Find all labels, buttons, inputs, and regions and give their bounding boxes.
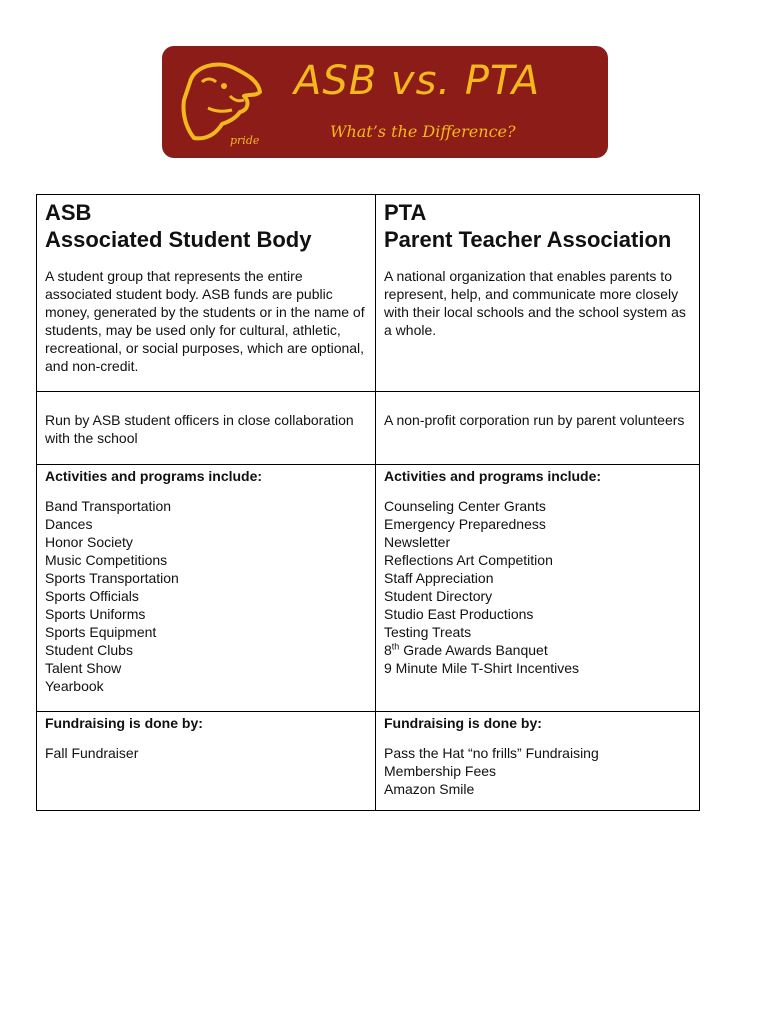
cougar-logo-icon (172, 52, 272, 152)
pta-header-cell (376, 195, 699, 391)
list-item: Emergency Preparedness (384, 516, 546, 532)
asb-fundraising-heading: Fundraising is done by: (45, 715, 203, 731)
list-item: Sports Transportation (45, 570, 179, 586)
pta-activities-list (384, 497, 691, 677)
asb-activities-heading: Activities and programs include: (45, 468, 263, 484)
list-item: Student Directory (384, 588, 493, 604)
asb-name: Associated Student Body (45, 227, 312, 252)
list-item: Newsletter (384, 534, 451, 550)
list-item: Sports Officials (45, 588, 139, 604)
asb-activities-cell (37, 465, 376, 711)
list-item-awards (384, 641, 691, 659)
asb-description: A student group that represents the entire associated student body. ASB funds are public money, generated by the students or in the name of students, may be used only for cultural, athletic, recreational, or social purposes, which are optional, and non-credit. (45, 268, 365, 374)
list-item: Pass the Hat “no frills” Fundraising (384, 745, 599, 761)
list-item: Sports Uniforms (45, 606, 146, 622)
list-item: Sports Equipment (45, 624, 157, 640)
pta-activities-cell (376, 465, 699, 711)
pta-description: A national organization that enables parents to represent, help, and communicate more closely with their local schools and the school system as a whole. (384, 268, 686, 338)
pta-name: Parent Teacher Association (384, 227, 672, 252)
asb-header-cell (37, 195, 376, 391)
list-item: Testing Treats (384, 624, 472, 640)
list-item: Fall Fundraiser (45, 745, 139, 761)
pta-activities-heading: Activities and programs include: (384, 468, 602, 484)
pta-fundraising-heading: Fundraising is done by: (384, 715, 542, 731)
list-item: Dances (45, 516, 93, 532)
pta-fundraising-cell (376, 712, 699, 810)
list-item: 9 Minute Mile T-Shirt Incentives (384, 660, 580, 676)
header-row (37, 195, 699, 391)
asb-fundraising-list (45, 744, 367, 762)
list-item: Yearbook (45, 678, 104, 694)
list-item: Honor Society (45, 534, 133, 550)
pta-fundraising-list (384, 744, 691, 798)
list-item: Band Transportation (45, 498, 172, 514)
logo-text: pride (230, 134, 260, 147)
list-item: Membership Fees (384, 763, 497, 779)
awards-sup: th (391, 641, 400, 652)
asb-activities-list (45, 497, 367, 695)
awards-suffix: Grade Awards Banquet (399, 642, 548, 658)
list-item: Amazon Smile (384, 781, 475, 797)
asb-fundraising-cell (37, 712, 376, 810)
list-item: Student Clubs (45, 642, 133, 658)
banner-title: ASB vs. PTA (294, 58, 541, 104)
list-item: Reflections Art Competition (384, 552, 553, 568)
pta-abbr: PTA (384, 200, 427, 225)
banner-subtitle: What’s the Difference? (330, 122, 516, 141)
list-item: Counseling Center Grants (384, 498, 546, 514)
awards-prefix: 8 (384, 642, 392, 658)
pta-run-by: A non-profit corporation run by parent volunteers (384, 412, 685, 428)
banner (162, 46, 608, 158)
asb-abbr: ASB (45, 200, 92, 225)
list-item: Music Competitions (45, 552, 168, 568)
run-by-row (37, 391, 699, 464)
asb-run-by: Run by ASB student officers in close collaboration with the school (37, 392, 376, 464)
list-item: Staff Appreciation (384, 570, 494, 586)
list-item: Studio East Productions (384, 606, 534, 622)
fundraising-row (37, 711, 699, 810)
comparison-table (36, 194, 700, 811)
activities-row (37, 464, 699, 711)
list-item: Talent Show (45, 660, 122, 676)
